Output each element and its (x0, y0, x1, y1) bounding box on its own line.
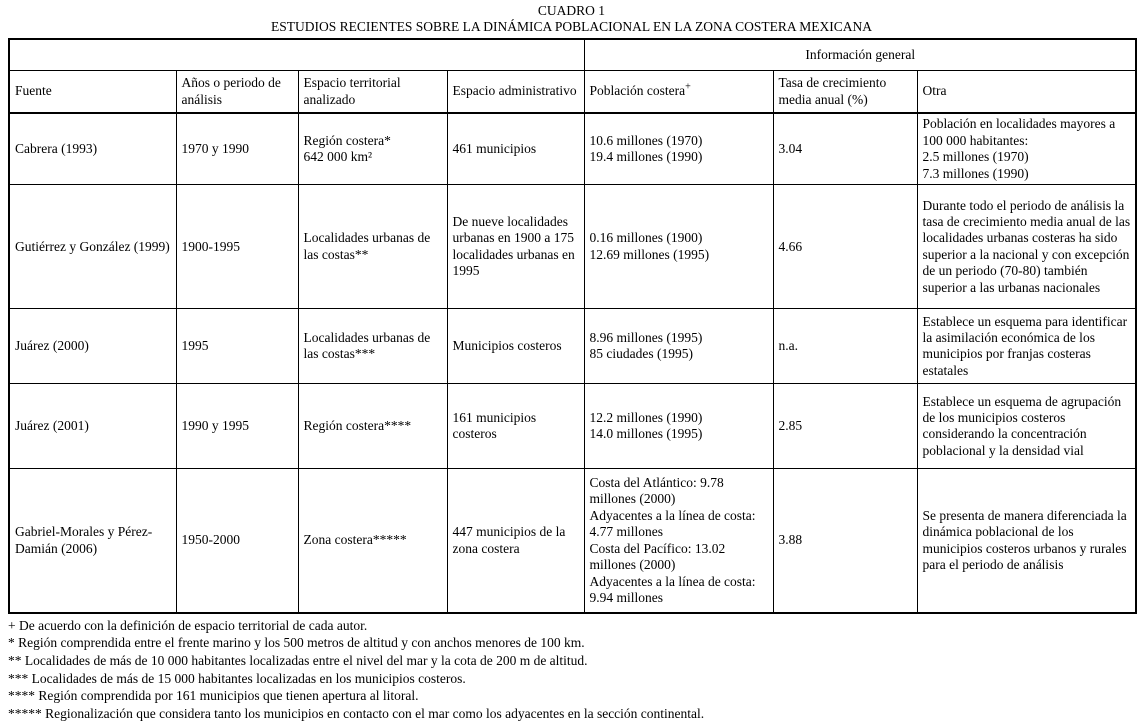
table-number: CUADRO 1 (537, 3, 606, 18)
table-row-juarez-2000 (9, 309, 1136, 384)
cell-espacio-administrativo: 447 municipios de la zona costera (447, 469, 584, 613)
cell-poblacion-costera: 12.2 millones (1990) 14.0 millones (1995) (584, 384, 773, 469)
table-row-cabrera-1993 (9, 113, 1136, 185)
footnote-asterisk-2: ** Localidades de más de 10 000 habitantes localizadas entre el nivel del mar y la cota de 200 m de altitud. (8, 653, 588, 669)
cell-espacio-territorial: Región costera**** (298, 384, 447, 469)
footnote-asterisk-1: * Región comprendida entre el frente marino y los 500 metros de altitud y con anchos menores de 100 km. (8, 635, 585, 651)
cell-otra: Establece un esquema para identificar la asimilación económica de los municipios por franjas costeras estatales (917, 309, 1136, 384)
cell-anos-periodo: 1990 y 1995 (176, 384, 298, 469)
cell-poblacion-costera: Costa del Atlántico: 9.78 millones (2000) Adyacentes a la línea de costa: 4.77 millones Costa del Pacífico: 13.02 millones (2000) Adyacentes a la línea de costa: 9.94 millones (584, 469, 773, 613)
cell-poblacion-costera: 8.96 millones (1995) 85 ciudades (1995) (584, 309, 773, 384)
cell-otra: Población en localidades mayores a 100 000 habitantes: 2.5 millones (1970) 7.3 millones (1990) (917, 113, 1136, 185)
cell-espacio-administrativo: 161 municipios costeros (447, 384, 584, 469)
col-header-espacio-territorial: Espacio territorial analizado (298, 71, 447, 113)
cell-fuente: Cabrera (1993) (9, 113, 176, 185)
header-empty-cell (9, 39, 584, 71)
cell-espacio-administrativo: De nueve localidades urbanas en 1900 a 175 localidades urbanas en 1995 (447, 185, 584, 309)
cell-espacio-administrativo: 461 municipios (447, 113, 584, 185)
table-caption: ESTUDIOS RECIENTES SOBRE LA DINÁMICA POBLACIONAL EN LA ZONA COSTERA MEXICANA (270, 19, 873, 35)
cell-espacio-territorial: Localidades urbanas de las costas** (298, 185, 447, 309)
footnote-asterisk-5: ***** Regionalización que considera tanto los municipios en contacto con el mar como los adyacentes en la sección continental. (8, 705, 705, 721)
cuadro-1-table (8, 38, 1137, 614)
col-header-fuente: Fuente (9, 71, 176, 113)
cell-tasa-crecimiento: 2.85 (773, 384, 917, 469)
cell-anos-periodo: 1900-1995 (176, 185, 298, 309)
table-row-juarez-2001 (9, 384, 1136, 469)
cell-tasa-crecimiento: n.a. (773, 309, 917, 384)
table-title (8, 3, 1135, 36)
col-header-poblacion-costera (584, 71, 773, 113)
footnotes-block (8, 617, 1135, 722)
table-row-gutierrez-gonzalez-1999 (9, 185, 1136, 309)
footnote-asterisk-3: *** Localidades de más de 15 000 habitantes localizadas en los municipios costeros. (8, 670, 466, 686)
col-header-otra: Otra (917, 71, 1136, 113)
col-header-anos-periodo: Años o periodo de análisis (176, 71, 298, 113)
cell-fuente: Juárez (2000) (9, 309, 176, 384)
cell-espacio-administrativo: Municipios costeros (447, 309, 584, 384)
table-row-gabriel-morales-perez-damian-2006 (9, 469, 1136, 613)
cell-tasa-crecimiento: 3.04 (773, 113, 917, 185)
col-header-espacio-administrativo: Espacio administrativo (447, 71, 584, 113)
cell-otra: Establece un esquema de agrupación de los municipios costeros considerando la concentración poblacional y la densidad vial (917, 384, 1136, 469)
footnote-plus: + De acuerdo con la definición de espacio territorial de cada autor. (8, 617, 368, 633)
cell-otra: Se presenta de manera diferenciada la dinámica poblacional de los municipios costeros urbanos y rurales para el periodo de análisis (917, 469, 1136, 613)
cell-fuente: Gutiérrez y González (1999) (9, 185, 176, 309)
cell-poblacion-costera: 0.16 millones (1900) 12.69 millones (1995) (584, 185, 773, 309)
poblacion-costera-footnote-mark: + (685, 81, 691, 93)
cell-espacio-territorial: Zona costera***** (298, 469, 447, 613)
cell-espacio-territorial: Región costera* 642 000 km² (298, 113, 447, 185)
group-header-informacion-general: Información general (584, 39, 1136, 71)
cell-otra: Durante todo el periodo de análisis la tasa de crecimiento media anual de las localidades urbanas costeras ha sido superior a la nacional y con excepción de un periodo (70-80) también superior a las urbanas nacionales (917, 185, 1136, 309)
cell-anos-periodo: 1970 y 1990 (176, 113, 298, 185)
col-header-tasa-crecimiento: Tasa de crecimiento media anual (%) (773, 71, 917, 113)
cell-tasa-crecimiento: 4.66 (773, 185, 917, 309)
cell-fuente: Gabriel-Morales y Pérez-Damián (2006) (9, 469, 176, 613)
cell-poblacion-costera: 10.6 millones (1970) 19.4 millones (1990) (584, 113, 773, 185)
cell-tasa-crecimiento: 3.88 (773, 469, 917, 613)
footnote-asterisk-4: **** Región comprendida por 161 municipios que tienen apertura al litoral. (8, 688, 419, 704)
cell-espacio-territorial: Localidades urbanas de las costas*** (298, 309, 447, 384)
cell-anos-periodo: 1950-2000 (176, 469, 298, 613)
cell-anos-periodo: 1995 (176, 309, 298, 384)
col-header-poblacion-costera-label: Población costera (589, 83, 686, 99)
cell-fuente: Juárez (2001) (9, 384, 176, 469)
